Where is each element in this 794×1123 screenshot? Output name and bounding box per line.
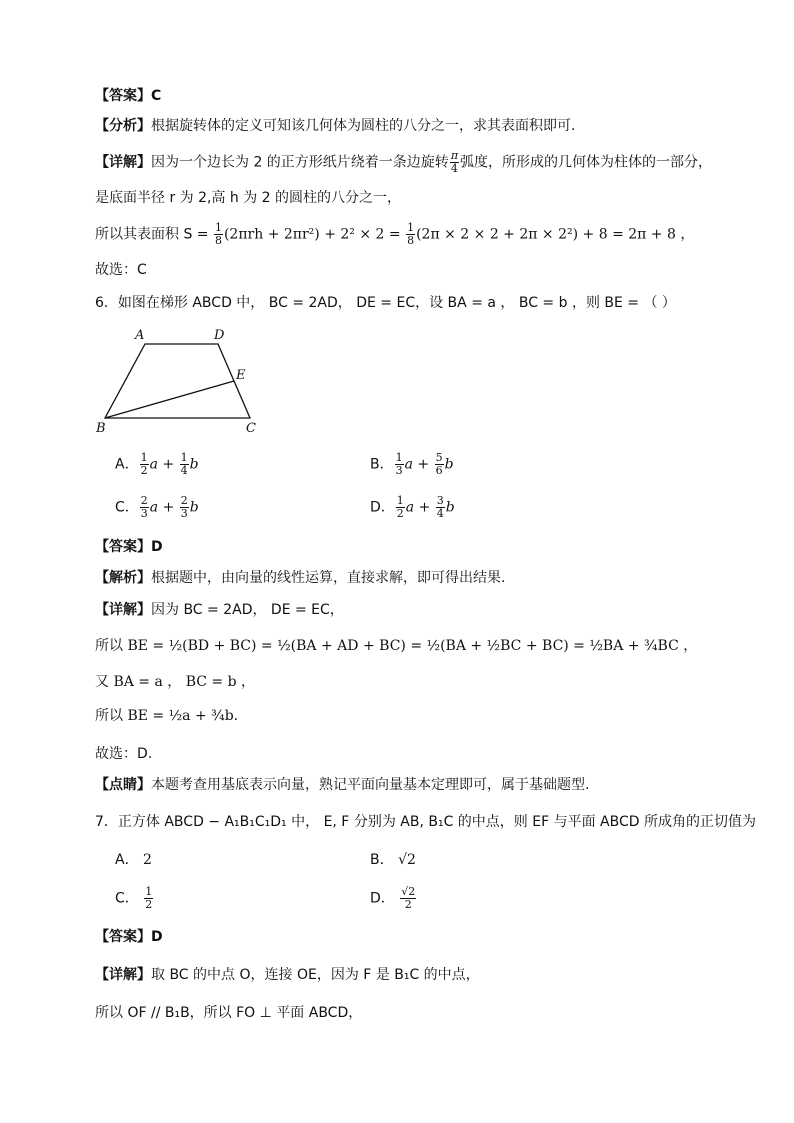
q6-option-c[interactable]: C． $\frac{2}{3}$ a + $\frac{2}{3}$ b: [115, 494, 199, 520]
q7-option-a[interactable]: A． 2: [115, 852, 152, 868]
label-c: C: [246, 421, 256, 436]
detail-line-1: [95, 150, 712, 175]
pi-over-4-fraction: $\frac{\pi}{4}$: [450, 149, 459, 175]
select-c-line: 故选：C: [95, 262, 147, 278]
analysis-line: [95, 116, 575, 136]
q7-answer: 【答案】D: [95, 929, 163, 945]
q6-equation-2: 又 BA = a ， BC = b ，: [95, 674, 256, 690]
q6-detail: 【详解】因为 BC = 2AD， DE = EC，: [95, 602, 344, 618]
q7-option-d[interactable]: D． $\frac{√2}{2}$: [370, 885, 416, 911]
segment-be: [105, 381, 234, 418]
detail-text-2: 弧度，所形成的几何体为柱体的一部分，: [460, 154, 713, 171]
q7-option-b[interactable]: B． √2: [370, 852, 416, 868]
label-a: A: [135, 328, 145, 343]
analysis-tag: 【分析】: [95, 118, 151, 134]
q7-detail: 【详解】取 BC 的中点 O，连接 OE，因为 F 是 B₁C 的中点，: [95, 967, 480, 983]
q6-option-b[interactable]: B． $\frac{1}{3}$ a + $\frac{5}{6}$ b: [370, 451, 454, 477]
question-7-stem: 7．正方体 ABCD − A₁B₁C₁D₁ 中， E, F 分别为 AB, B₁C 的中点，则 EF 与平面 ABCD 所成角的正切值为: [95, 814, 756, 830]
q6-equation-1: 所以 BE = ½(BD + BC) = ½(BA + AD + BC) = ½(BA + ½BC + BC) = ½BA + ¾BC ，: [95, 638, 698, 654]
detail-line-2: 是底面半径 r 为 2,高 h 为 2 的圆柱的八分之一，: [95, 190, 402, 206]
question-6-stem: 6．如图在梯形 ABCD 中， BC = 2AD， DE = EC，设 BA = a ， BC = b ，则 BE = （ ）: [95, 295, 676, 311]
detail-tag: 【详解】: [95, 154, 151, 171]
label-e: E: [236, 368, 246, 383]
answer-c-line: 【答案】C: [95, 88, 162, 104]
q6-comment: 【点睛】本题考查用基底表示向量，熟记平面向量基本定理即可，属于基础题型.: [95, 777, 590, 793]
q6-select-d: 故选：D.: [95, 746, 153, 762]
trapezoid-shape: [105, 344, 250, 418]
trapezoid-figure: [90, 322, 270, 437]
label-d: D: [214, 328, 225, 343]
q6-option-d[interactable]: D． $\frac{1}{2}$ a + $\frac{3}{4}$ b: [370, 494, 455, 520]
q7-option-c[interactable]: C． $\frac{1}{2}$: [115, 885, 153, 911]
q6-equation-3: 所以 BE = ½a + ¾b.: [95, 708, 239, 724]
detail-text-1: 因为一个边长为 2 的正方形纸片绕着一条边旋转: [151, 154, 449, 171]
q7-last-line: 所以 OF // B₁B，所以 FO ⊥ 平面 ABCD，: [95, 1005, 363, 1021]
surface-area-formula: 所以其表面积 S = $\frac{1}{8}$ (2πrh + 2πr²) + 2² × 2 = $\frac{1}{8}$ (2π × 2 × 2 + 2π × 2²) + 8 = 2π + 8 ，: [95, 221, 695, 247]
label-b: B: [96, 421, 106, 436]
q6-answer: 【答案】D: [95, 539, 163, 555]
q6-option-a[interactable]: A． $\frac{1}{2}$ a + $\frac{1}{4}$ b: [115, 451, 199, 477]
q6-analysis: 【解析】根据题中，由向量的线性运算，直接求解，即可得出结果.: [95, 570, 506, 586]
analysis-text: 根据旋转体的定义可知该几何体为圆柱的八分之一，求其表面积即可.: [151, 118, 576, 134]
